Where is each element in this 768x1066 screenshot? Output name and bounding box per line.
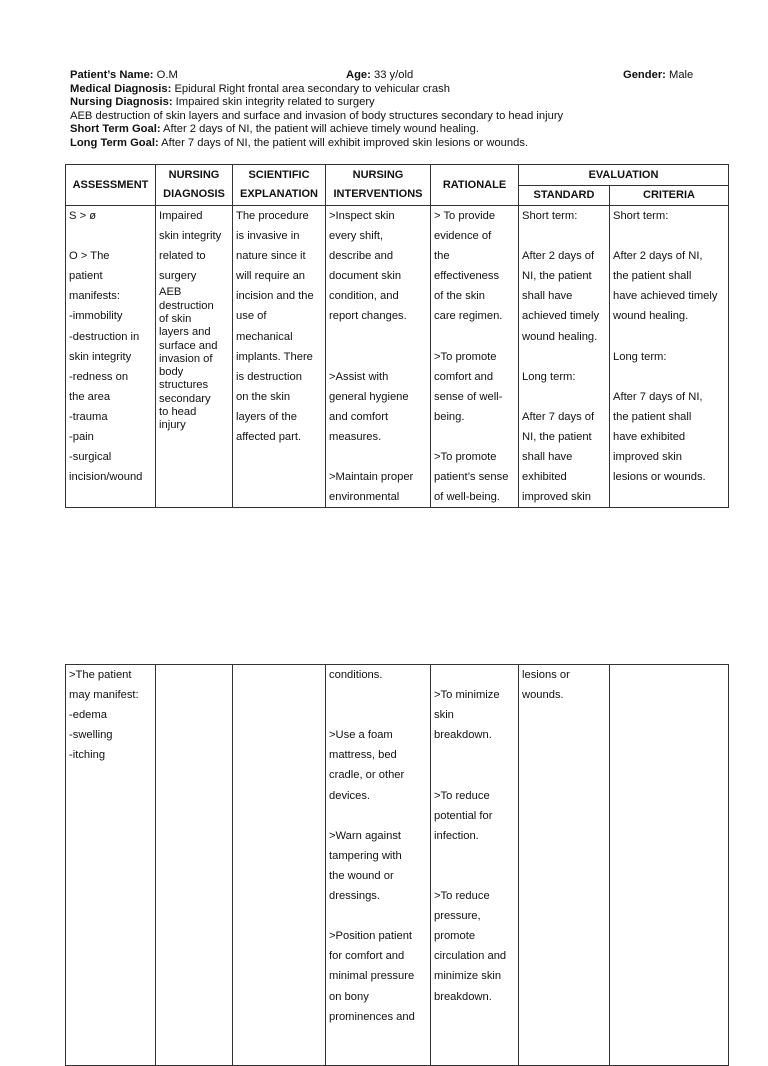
nursing-diagnosis-text: Impaired skin integrity related to surgery (159, 210, 222, 283)
cell-nursing-interventions: conditions. >Use a foam mattress, bed cradle, or other devices. >Warn against tampering with the wound or dressings. >Position patient for comfort and minimal pressure on bony prominences and (326, 665, 431, 1066)
header-line-long-term-goal (70, 137, 730, 151)
short-term-goal: After 2 days of NI, the patient will achieve timely wound healing. (163, 123, 479, 135)
col-header-nursing-interventions: NURSING INTERVENTIONS (326, 165, 431, 206)
medical-diagnosis: Epidural Right frontal area secondary to vehicular crash (174, 82, 450, 95)
col-header-scientific-explanation: SCIENTIFIC EXPLANATION (233, 165, 326, 206)
nursing-diagnosis-aeb: AEB destruction of skin layers and surface and invasion of body structures secondary to head injury (159, 286, 218, 432)
gender-label: Gender: (623, 69, 666, 81)
col-header-standard: STANDARD (519, 186, 610, 206)
long-term-goal-label: Long Term Goal: (70, 136, 159, 149)
cell-assessment: >The patient may manifest: -edema -swelling -itching (66, 665, 156, 1066)
long-term-goal: After 7 days of NI, the patient will exhibit improved skin lesions or wounds. (161, 136, 529, 149)
nursing-diagnosis: Impaired skin integrity related to surgery (175, 96, 375, 108)
patient-name: O.M (156, 69, 178, 81)
col-header-rationale: RATIONALE (431, 165, 519, 206)
care-plan-table (65, 164, 729, 508)
cell-standard: Short term: After 2 days of NI, the patient shall have achieved timely wound healing. Long term: After 7 days of NI, the patient shall have exhibited improved skin (519, 206, 610, 508)
care-plan-table-continued (65, 664, 729, 1066)
cell-scientific-explanation (233, 665, 326, 1066)
header-line-aeb (70, 110, 730, 124)
age-value: 33 y/old (373, 69, 414, 81)
cell-criteria (610, 665, 729, 1066)
age-group (346, 69, 413, 83)
cell-standard: lesions or wounds. (519, 665, 610, 1066)
col-header-evaluation: EVALUATION (519, 165, 729, 186)
table-row (66, 665, 729, 1066)
table-row (66, 206, 729, 508)
medical-diagnosis-label: Medical Diagnosis: (70, 82, 172, 95)
header-line-short-term-goal (70, 123, 730, 137)
cell-rationale: > To provide evidence of the effectiveness of the skin care regimen. >To promote comfort and sense of well- being. >To promote patient’s sense of well-being. (431, 206, 519, 508)
table-header-row (66, 165, 729, 186)
col-header-assessment: ASSESSMENT (66, 165, 156, 206)
age-label: Age: (346, 69, 371, 81)
col-header-criteria: CRITERIA (610, 186, 729, 206)
cell-assessment: S > ø O > The patient manifests: -immobility -destruction in skin integrity -redness on the area -trauma -pain -surgical incision/wound (66, 206, 156, 508)
aeb-text: AEB destruction of skin layers and surface and invasion of body structures secondary to head injury (70, 109, 564, 122)
cell-rationale: >To minimize skin breakdown. >To reduce potential for infection. >To reduce pressure, promote circulation and minimize skin breakdown. (431, 665, 519, 1066)
header-line-nursing-diagnosis (70, 96, 730, 110)
gender-value: Male (669, 69, 694, 81)
nursing-diagnosis-label: Nursing Diagnosis: (70, 96, 173, 108)
cell-scientific-explanation: The procedure is invasive in nature since it will require an incision and the use of mechanical implants. There is destruction on the skin layers of the affected part. (233, 206, 326, 508)
short-term-goal-label: Short Term Goal: (70, 123, 161, 135)
patient-header (70, 69, 730, 150)
header-line-patient (70, 69, 730, 83)
gender-group (623, 69, 693, 83)
header-line-medical-diagnosis (70, 83, 730, 97)
cell-nursing-interventions: >Inspect skin every shift, describe and document skin condition, and report changes. >Assist with general hygiene and comfort measures. >Maintain proper environmental (326, 206, 431, 508)
cell-nursing-diagnosis (156, 665, 233, 1066)
cell-criteria: Short term: After 2 days of NI, the patient shall have achieved timely wound healing. Long term: After 7 days of NI, the patient shall have exhibited improved skin lesions or wounds. (610, 206, 729, 508)
col-header-nursing-diagnosis: NURSING DIAGNOSIS (156, 165, 233, 206)
patient-name-label: Patient’s Name: (70, 69, 154, 81)
cell-nursing-diagnosis (156, 206, 233, 508)
